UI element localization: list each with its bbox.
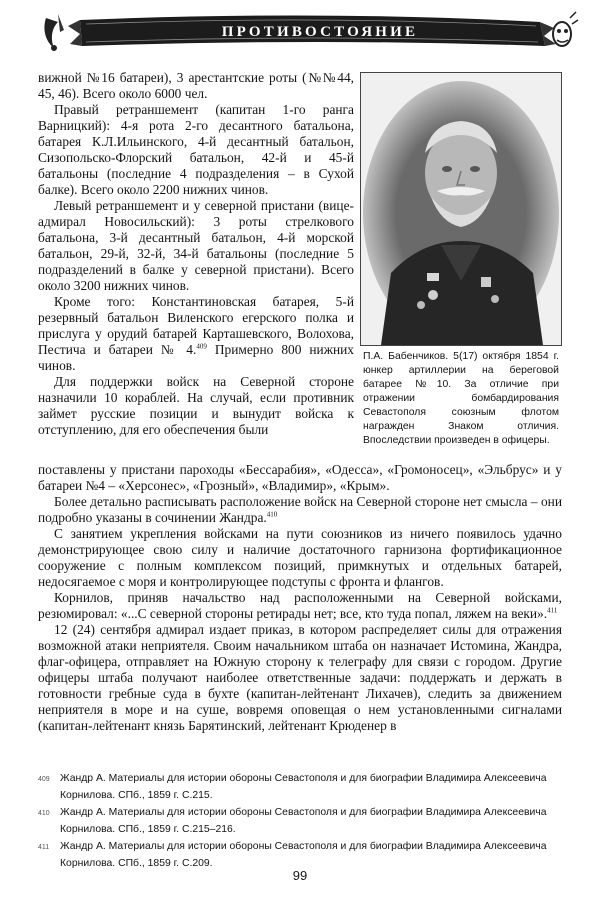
paragraph-text: Более детально расписывать расположение войск на Северной стороне нет смысла – они подробно указаны в сочинении Жандра.	[38, 494, 562, 525]
footnote-number: 409	[38, 776, 50, 783]
paragraph-text: Кроме того: Константиновская батарея, 5-й резервный батальон Виленского егерского полка и прислуга у орудий батарей Карташевского, Волохова, Пестича и батареи № 4.	[38, 294, 354, 357]
footnote	[38, 838, 562, 872]
page-number: 99	[292, 868, 308, 883]
page-header-banner	[40, 8, 580, 60]
footnote	[38, 770, 562, 804]
footnote-text: Жандр А. Материалы для истории обороны Севастополя и для биографии Владимира Алексеевича Корнилова. СПб., 1859 г. С.209.	[60, 841, 547, 869]
paragraph-text: Примерно 800 нижних чинов.	[38, 342, 355, 373]
paragraph: Левый ретраншемент и у северной пристани (вице-адмирал Новосильский): 3 роты стрелкового батальона, 3-й десантный батальон, 4-й морской батальон, 29-й, 32-й, 34-й батальоны (последние 5 подразделений в балке у северной пристани). Всего около 3200 нижних чинов.	[38, 198, 354, 293]
theater-mask-left-icon	[44, 14, 64, 51]
footnote-ref[interactable]: 411	[547, 606, 558, 615]
footnote-text: Жандр А. Материалы для истории обороны Севастополя и для биографии Владимира Алексеевича Корнилова. СПб., 1859 г. С.215–216.	[60, 807, 547, 835]
portrait-photo	[360, 72, 562, 346]
portrait-image	[361, 73, 561, 345]
footnote	[38, 804, 562, 838]
photo-caption: П.А. Бабенчиков. 5(17) октября 1854 г. юнкер артиллерии на береговой батарее №10. За отличие при отражении бомбардирования Севастополя союзным флотом награжден Знаком отличия. Впоследствии произведен в офицеры.	[363, 351, 559, 446]
paragraph: Правый ретраншемент (капитан 1-го ранга Варницкий): 4-я рота 2-го десантного батальона, батарея К.Л.Ильинского, 4-й десантный батальон, Сизопольско-Флорский батальон, 42-й и 45-й батальоны (последние 4 подразделения – в Сухой балке). Всего около 2200 нижних чинов.	[38, 102, 354, 197]
paragraph: С занятием укрепления войсками на пути союзников из ничего появилось удачно демонстрирующее свою силу и наличие достаточного гарнизона фортификационное сооружение с полным комплексом позиций, примкнутых и отдельных батарей, недосягаемое с моря и контролирующее подступы с фронта и флангов.	[38, 526, 562, 589]
paragraph	[38, 590, 562, 622]
footnote-ref[interactable]: 409	[196, 342, 207, 351]
running-header-title: ПРОТИВОСТОЯНИЕ	[221, 24, 419, 40]
footnote-text: Жандр А. Материалы для истории обороны Севастополя и для биографии Владимира Алексеевича Корнилова. СПб., 1859 г. С.215.	[60, 773, 547, 801]
paragraph: поставлены у пристани пароходы «Бессарабия», «Одесса», «Громоносец», «Эльбрус» и у батареи №4 – «Херсонес», «Грозный», «Владимир», «Крым».	[38, 462, 562, 493]
paragraph: вижной №16 батареи), 3 арестантские роты (№№44, 45, 46). Всего около 6000 чел.	[38, 70, 354, 101]
footnote-number: 410	[38, 810, 50, 817]
main-body-text	[38, 462, 562, 734]
paragraph	[38, 494, 562, 526]
paragraph: Для поддержки войск на Северной стороне назначили 10 кораблей. На случай, если противник займет русские позиции и вынудит войска к отступлению, для его обеспечения были	[38, 374, 354, 437]
paragraph-text: Корнилов, приняв начальство над расположенными на Северной войсками, резюмировал: «...С северной стороны ретирады нет; все, кто туда попал, ляжем на веки».	[38, 590, 562, 621]
paragraph	[38, 294, 354, 374]
theater-mask-right-icon	[553, 12, 578, 46]
footnotes	[38, 770, 562, 872]
left-column-text	[38, 70, 354, 438]
footnote-ref[interactable]: 410	[266, 510, 278, 519]
footnote-number: 411	[38, 844, 50, 851]
paragraph: 12 (24) сентября адмирал издает приказ, в котором распределяет силы для отражения возможной атаки неприятеля. Своим начальником штаба он назначает Истомина, Жандра, флаг-офицера, отправляет на Южную сторону к телеграфу для связи с городом. Другие офицеры штаба получают наиболее ответственные задачи: поддержать и держать в готовности гребные суда в бухте (капитан-лейтенант Лихачев), следить за движением неприятеля в море и на суше, вовремя оповещая о нем установленными сигналами (капитан-лейтенант князь Барятинский, лейтенант Крюденер в	[38, 622, 562, 733]
